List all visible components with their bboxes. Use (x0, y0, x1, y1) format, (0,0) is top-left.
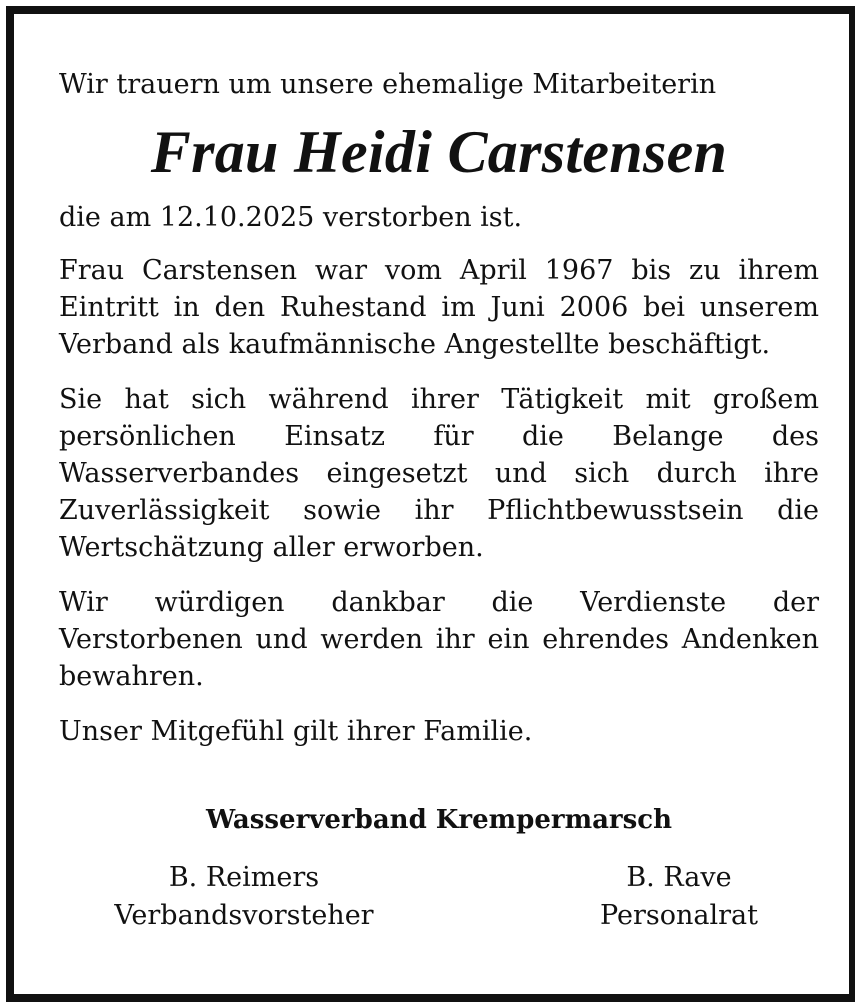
deceased-name: Frau Heidi Carstensen (150, 119, 728, 185)
signers (59, 859, 819, 937)
signer-name: B. Reimers (168, 862, 320, 893)
signer-right (559, 859, 799, 935)
date-line: die am 12.10.2025 verstorben ist. (59, 202, 523, 233)
signer-left (109, 859, 379, 935)
paragraph-employment: Frau Carstensen war vom April 1967 bis zu ihrem Eintritt in den Ruhestand im Juni 2006 bei unserem Verband als kaufmännische Angestellte beschäftigt. (59, 255, 819, 360)
closing-line: Unser Mitgefühl gilt ihrer Familie. (59, 716, 533, 747)
intro-line: Wir trauern um unsere ehemalige Mitarbeiterin (59, 69, 717, 100)
signer-name: B. Rave (626, 862, 732, 893)
obituary-frame (6, 6, 855, 1002)
signer-role: Personalrat (600, 900, 758, 931)
obituary-content (59, 66, 819, 937)
paragraph-tribute: Sie hat sich während ihrer Tätigkeit mit großem persönlichen Einsatz für die Belange des Wasserverbandes eingesetzt und sich durch ihre Zuverlässigkeit sowie ihr Pflichtbewusstsein die Wertschätzung aller erworben. (59, 384, 819, 563)
paragraph-remembrance: Wir würdigen dankbar die Verdienste der Verstorbenen und werden ihr ein ehrendes Andenken bewahren. (59, 587, 819, 692)
signer-role: Verbandsvorsteher (114, 900, 374, 931)
organization-name: Wasserverband Krempermarsch (205, 805, 672, 835)
